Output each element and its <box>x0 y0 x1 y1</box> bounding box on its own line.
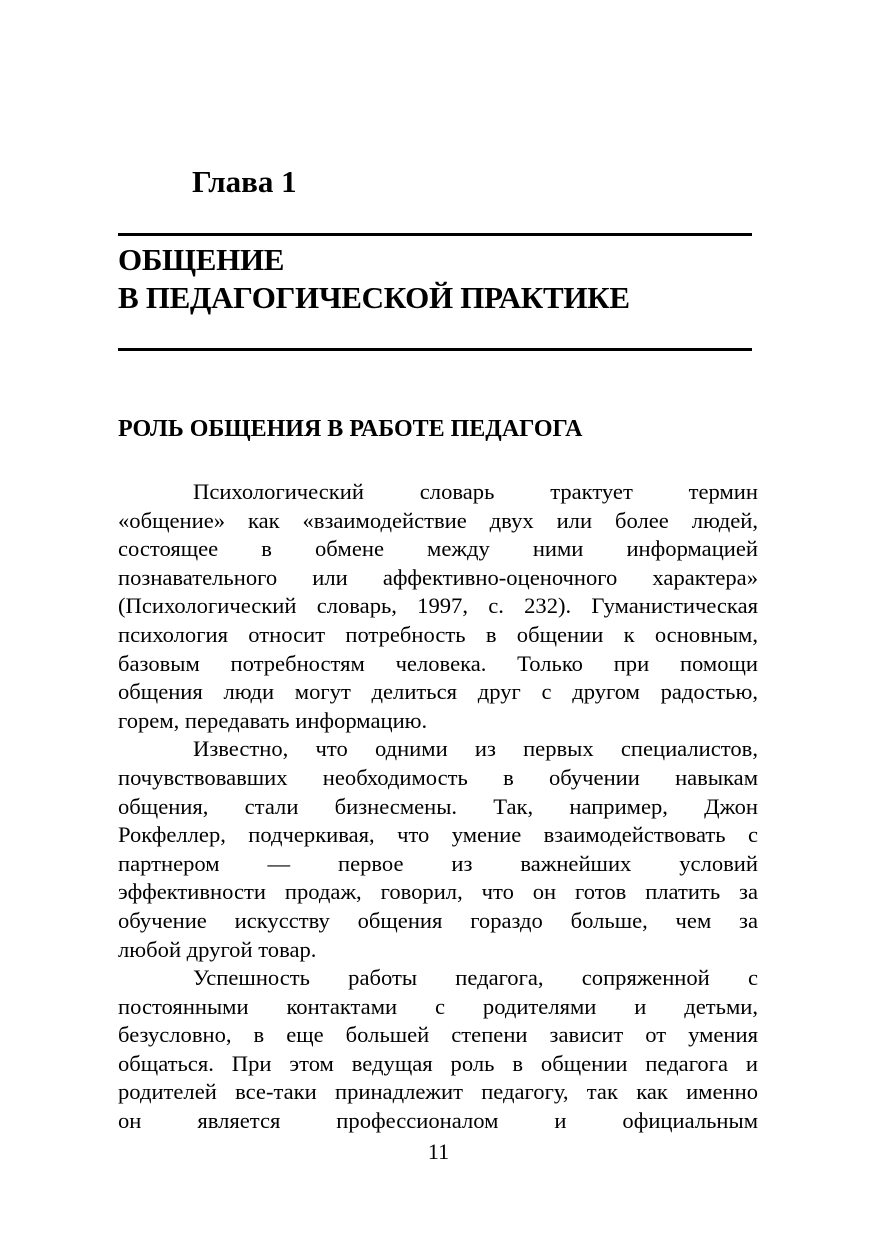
text-line: психология относит потребность в общении к основным, <box>118 621 758 647</box>
text-line: партнером — первое из важнейших условий <box>118 850 758 876</box>
text-line: Психологический словарь трактует термин <box>193 479 758 504</box>
paragraph-1 <box>118 478 758 735</box>
text-line: базовым потребностям человека. Только при помощи <box>118 650 758 676</box>
paragraph-3 <box>118 964 758 1136</box>
text-line: познавательного или аффективно-оценочного характера» <box>118 564 758 590</box>
bottom-divider <box>118 348 752 351</box>
text-line: общения, стали бизнесмены. Так, например, Джон <box>118 793 758 819</box>
text-line: родителей все-таки принадлежит педагогу, так как именно <box>118 1079 758 1105</box>
text-line: почувствовавших необходимость в обучении навыкам <box>118 764 758 790</box>
text-line: состоящее в обмене между ними информацией <box>118 536 758 562</box>
text-line: постоянными контактами с родителями и детьми, <box>118 993 758 1019</box>
text-line: Успешность работы педагога, сопряженной с <box>193 965 758 991</box>
text-line: общения люди могут делиться друг с другом радостью, <box>118 679 758 705</box>
text-line: обучение искусству общения гораздо больше, чем за <box>118 907 758 933</box>
chapter-title-line-1: ОБЩЕНИЕ <box>118 242 285 277</box>
text-line: горем, передавать информацию. <box>118 707 428 733</box>
chapter-title-line-2: В ПЕДАГОГИЧЕСКОЙ ПРАКТИКЕ <box>118 280 630 315</box>
text-line: общаться. При этом ведущая роль в общении педагога и <box>118 1050 758 1076</box>
text-line: Рокфеллер, подчеркивая, что умение взаимодействовать с <box>118 822 758 848</box>
chapter-label: Глава 1 <box>192 164 297 199</box>
paragraph-2 <box>118 735 758 964</box>
text-line: любой другой товар. <box>118 936 317 962</box>
text-line: эффективности продаж, говорил, что он готов платить за <box>118 879 758 905</box>
chapter-title <box>118 241 758 317</box>
section-title: РОЛЬ ОБЩЕНИЯ В РАБОТЕ ПЕДАГОГА <box>118 416 583 442</box>
text-line: безусловно, в еще большей степени зависит от умения <box>118 1022 758 1048</box>
text-line: (Психологический словарь, 1997, с. 232). Гуманистическая <box>118 593 758 619</box>
text-line: «общение» как «взаимодействие двух или более людей, <box>118 507 758 533</box>
page-number: 11 <box>427 1139 450 1164</box>
text-line: он является профессионалом и официальным <box>118 1108 758 1134</box>
text-line: Известно, что одними из первых специалистов, <box>193 736 758 762</box>
top-divider <box>118 233 752 236</box>
body-text <box>118 478 758 1136</box>
